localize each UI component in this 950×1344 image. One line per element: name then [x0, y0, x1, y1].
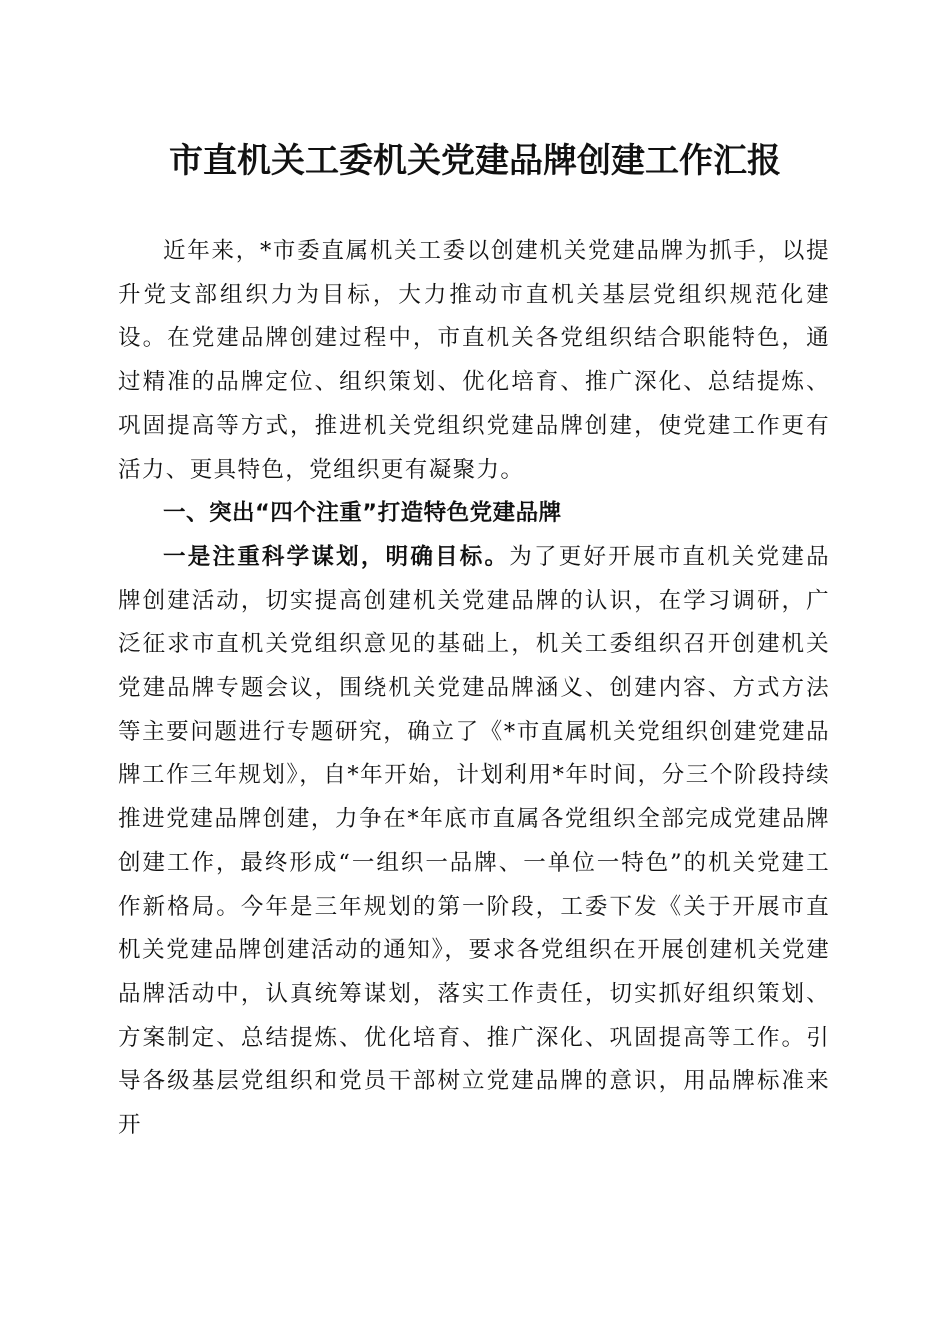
document-title: 市直机关工委机关党建品牌创建工作汇报 — [169, 141, 781, 181]
intro-paragraph: 近年来，*市委直属机关工委以创建机关党建品牌为抓手，以提升党支部组织力为目标，大力推动市直机关基层党组织规范化建设。在党建品牌创建过程中，市直机关各党组织结合职能特色，通过精准的品牌定位、组织策划、优化培育、推广深化、总结提炼、巩固提高等方式，推进机关党组织党建品牌创建，使党建工作更有活力、更具特色，党组织更有凝聚力。 — [118, 238, 830, 483]
paragraph-body: 为了更好开展市直机关党建品牌创建活动，切实提高创建机关党建品牌的认识，在学习调研，广泛征求市直机关党组织意见的基础上，机关工委组织召开创建机关党建品牌专题会议，围绕机关党建品牌涵义、创建内容、方式方法等主要问题进行专题研究，确立了《*市直属机关党组织创建党建品牌工作三年规划》，自*年开始，计划利用*年时间，分三个阶段持续推进党建品牌创建，力争在*年底市直属各党组织全部完成党建品牌创建工作，最终形成“一组织一品牌、一单位一特色”的机关党建工作新格局。今年是三年规划的第一阶段，工委下发《关于开展市直机关党建品牌创建活动的通知》，要求各党组织在开展创建机关党建品牌活动中，认真统筹谋划，落实工作责任，切实抓好组织策划、方案制定、总结提炼、优化培育、推广深化、巩固提高等工作。引导各级基层党组织和党员干部树立党建品牌的意识，用品牌标准来开 — [118, 543, 830, 1139]
section-1-paragraph-1 — [118, 536, 830, 1148]
paragraph-lead: 一是注重科学谋划，明确目标。 — [163, 543, 510, 570]
section-heading-1: 一、突出“四个注重”打造特色党建品牌 — [163, 500, 562, 527]
document-body — [118, 230, 830, 1148]
